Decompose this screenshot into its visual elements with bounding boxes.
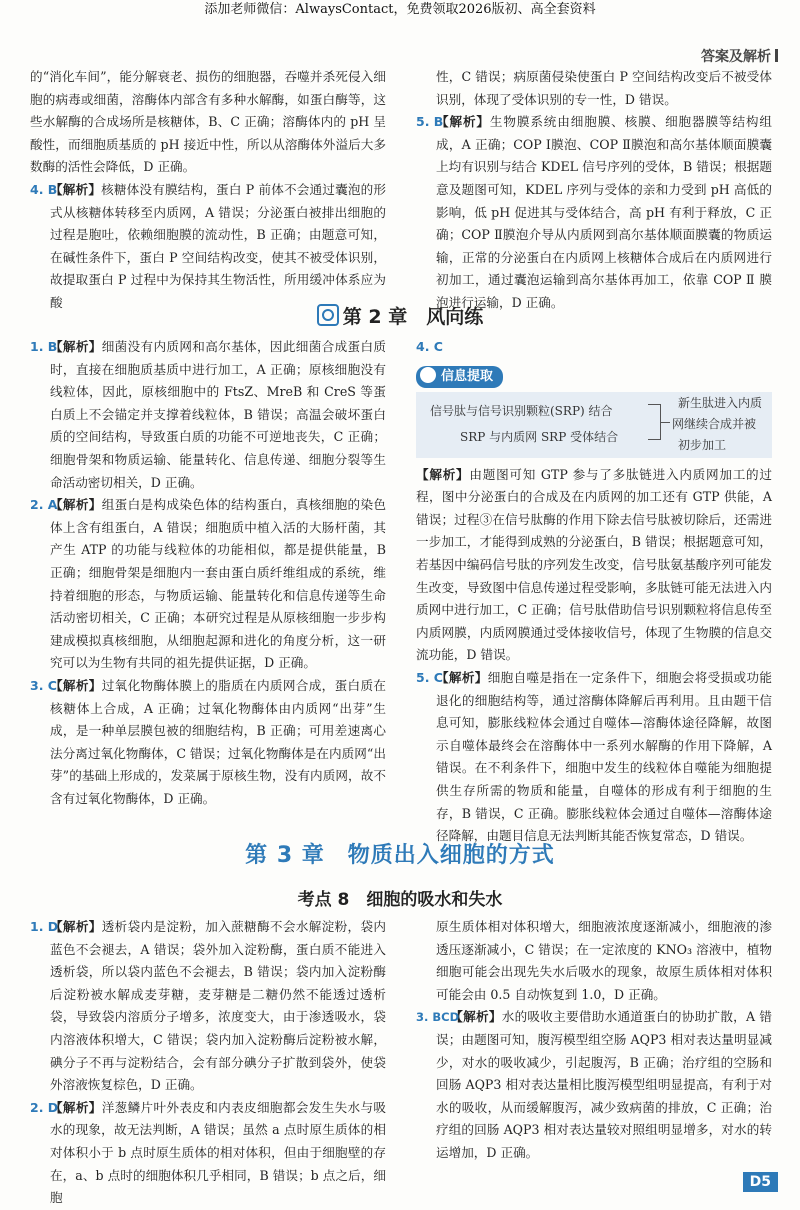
analysis-tag: 【解析】 — [436, 114, 490, 130]
analysis-text: 洋葱鳞片叶外表皮和内表皮细胞都会发生失水与吸水的现象，故无法判断，A 错误；虽然 a 点时原生质体的相对体积小于 b 点时原生质体的相对体积，但由于细胞壁的存在，a、b 点时的细胞体积几乎相同，B 错误；b 点之后，细胞 — [50, 1099, 387, 1206]
analysis-text: 水的吸收主要借助水通道蛋白的协助扩散，A 错误；由题图可知，腹泻模型组空肠 AQP3 相对表达量明显减少，对水的吸收减少，引起腹泻，B 正确；治疗组的空肠和回肠 AQP3 相对表达量相比腹泻模型组明显提高，有利于对水的吸收，从而缓解腹泻，减少致病菌的排放，C 正确；治疗组的回肠 AQP3 相对表达量较对照组明显增多，对水的转运增加，D 正确。 — [436, 1009, 772, 1160]
analysis-text: 透析袋内是淀粉，加入蔗糖酶不会水解淀粉，袋内蓝色不会褪去，A 错误；袋外加入淀粉酶，蛋白质不能进入透析袋，所以袋内蓝色不会褪去，B 错误；袋内加入淀粉酶后淀粉被水解成麦芽糖，麦芽糖是二糖仍然不能透过透析袋，导致袋内溶质分子增多，浓度变大，由于渗透吸水，袋内溶液体积增大，C 错误；袋内加入淀粉酶后淀粉被水解，碘分子不再与淀粉结合，会有部分碘分子扩散到袋外，使袋外溶液恢复棕色，D 正确。 — [50, 919, 387, 1093]
question-number: 3. C — [30, 677, 57, 693]
question-number: 1. D — [30, 919, 59, 934]
analysis-tag: 【解析】 — [50, 497, 102, 513]
question-number: 4. C — [416, 339, 443, 354]
diagram-result-line-1: 新生肽进入内质 — [678, 395, 763, 410]
analysis-text: 细菌没有内质网和高尔基体，因此细菌合成蛋白质时，直接在细胞质基质中进行加工，A 正确；原核细胞没有线粒体，因此，原核细胞中的 FtsZ、MreB 和 CreS 等蛋白质上不会锚定并支撑着线粒体，B 错误；高温会破坏蛋白质的空间结构，导致蛋白质的功能不可逆地丧失，C 正确；细胞骨架和物质运输、能量转化、信息传递、细胞分裂等生命活动密切相关，D 正确。 — [50, 339, 387, 490]
analysis-tag: 【解析】 — [436, 669, 488, 685]
analysis-text: 过氧化物酶体膜上的脂质在内质网合成，蛋白质在核糖体上合成，A 正确；过氧化物酶体由内质网“出芽”生成，是一种单层膜包被的细胞结构，B 正确；可用差速离心法分离过氧化物酶体，C 错误；过氧化物酶体是在内质网“出芽”的基础上形成的，发菜属于原核生物，没有内质网，故不含有过氧化物酶体，D 正确。 — [50, 677, 387, 806]
chapter-3-heading: 第 3 章 物质出入细胞的方式 — [245, 843, 555, 868]
answer-item — [416, 667, 772, 848]
question-number: 1. B — [30, 339, 58, 354]
ch3-right-column — [416, 916, 772, 1165]
answer-item — [30, 1097, 386, 1210]
analysis-tag: 【解析】 — [50, 677, 102, 693]
answer-item — [30, 179, 386, 315]
compass-icon — [317, 304, 339, 326]
analysis-text: 生物膜系统由细胞膜、核膜、细胞器膜等结构组成，A 正确；COP Ⅰ膜泡、COP Ⅱ膜泡和高尔基体顺面膜囊上均有识别与结合 KDEL 信号序列的受体，B 错误；根据题意及题图可知，KDEL 序列与受体的亲和力受到 pH 高低的影响，低 pH 促进其与受体结合，高 pH 有利于释放，C 正确；COP Ⅱ膜泡介导从内质网到高尔基体顺面膜囊的物质运输，正常的分泌蛋白在内质网上核糖体合成后在内质网进行初加工，通过囊泡运输到高尔基体再加工，依靠 COP Ⅱ 膜泡进行运输，D 正确。 — [436, 114, 773, 310]
question-number: 3. BCD — [416, 1010, 460, 1025]
answer-item — [30, 675, 386, 811]
chapter-2-title: 第 2 章 风向练 — [342, 306, 484, 328]
diagram-step-2: SRP 与内质网 SRP 受体结合 — [460, 429, 619, 444]
question-number: 5. B — [416, 114, 444, 130]
info-diagram — [416, 392, 772, 458]
info-badge-icon — [420, 367, 436, 383]
diagram-result-line-3: 初步加工 — [678, 437, 727, 452]
analysis-text: 组蛋白是构成染色体的结构蛋白，真核细胞的染色体上含有组蛋白，A 错误；细胞质中植入活的大肠杆菌，其产生 ATP 的功能与线粒体的功能相似，都是提供能量，B 正确；细胞骨架是细胞内一套由蛋白质纤维组成的系统，维持着细胞的形态，与物质运输、能量转化和信息传递等生命活动密切相关，C 正确；本研究过程是从原核细胞一步步构建成模拟真核细胞，从细胞起源和进化的角度分析，这一研究可以为生物有共同的祖先提供证据，D 正确。 — [50, 497, 387, 671]
answer-item — [30, 494, 386, 675]
analysis-text: 由题图可知 GTP 参与了多肽链进入内质网加工的过程，图中分泌蛋白的合成及在内质网的加工还有 GTP 供能，A 错误；过程③在信号肽酶的作用下除去信号肽被切除后，还需进一步加工，才能得到成熟的分泌蛋白，B 错误；根据题意可知，若基因中编码信号肽的序列发生改变，信号肽氨基酸序列可能发生改变，导致图中信息传递过程受影响，多肽链可能无法进入内质网中进行加工，C 正确；信号肽借助信号识别颗粒将信息传至内质网膜，内质网膜通过受体接收信号，体现了生物膜的信息交流功能，D 错误。 — [416, 466, 772, 663]
continued-text: 性，C 错误；病原菌侵染使蛋白 P 空间结构改变后不被受体识别，体现了受体识别的专一性，D 错误。 — [436, 69, 772, 107]
ch2-right-column — [416, 336, 772, 848]
diagram-result-line-2: 网继续合成并被 — [672, 416, 757, 431]
info-extraction-box — [416, 365, 772, 458]
analysis-text: 核糖体没有膜结构，蛋白 P 前体不会通过囊泡的形式从核糖体转移至内质网，A 错误；分泌蛋白被排出细胞的过程是胞吐，依赖细胞膜的流动性，B 正确；由题意可知，在碱性条件下，蛋白 P 空间结构改变，使其不被受体识别，故提取蛋白 P 过程中为保持其生物活性，所用缓冲体系应为酸 — [50, 181, 386, 310]
ch3-left-column — [30, 916, 386, 1210]
kaodian-8-heading: 考点 8 细胞的吸水和失水 — [297, 890, 503, 910]
ch2-left-column — [30, 336, 386, 810]
header-label: 答案及解析 — [701, 46, 778, 66]
top-banner: 添加老师微信：AlwaysContact，免费领取2026版初、高全套资料 — [204, 2, 596, 17]
answer-item — [416, 336, 772, 359]
info-title-text: 信息提取 — [441, 368, 494, 384]
question-number: 2. D — [30, 1099, 59, 1115]
analysis-tag: 【解析】 — [50, 919, 102, 934]
answer-item — [416, 1006, 772, 1164]
diagram-arrow — [660, 422, 670, 423]
continued-text: 的“消化车间”，能分解衰老、损伤的细胞器，吞噬并杀死侵入细胞的病毒或细菌，溶酶体内部含有多种水解酶，如蛋白酶等，这些水解酶的合成场所是核糖体，B、C 正确；溶酶体内的 pH 呈酸性，而细胞质基质的 pH 接近中性，所以从溶酶体外溢后大多数酶的活性会降低，D 正确。 — [30, 69, 386, 175]
top-right-column — [416, 66, 772, 315]
continued-text: 原生质体相对体积增大，细胞液浓度逐渐减小，细胞液的渗透压逐渐减小，C 错误；在一定浓度的 KNO₃ 溶液中，植物细胞可能会出现先失水后吸水的现象，故原生质体相对体积可能会由 0.5 自动恢复到 1.0，D 正确。 — [436, 919, 772, 1002]
chapter-2-heading — [0, 302, 800, 329]
question-number: 5. C — [416, 669, 443, 685]
question-number: 4. B — [30, 181, 58, 197]
answer-item — [416, 464, 772, 667]
info-title — [416, 366, 503, 388]
diagram-step-1: 信号肽与信号识别颗粒(SRP) 结合 — [430, 403, 613, 418]
analysis-text: 细胞自噬是指在一定条件下，细胞会将受损或功能退化的细胞结构等，通过溶酶体降解后再利用。且由题干信息可知，膨胀线粒体会通过自噬体—溶酶体途径降解，故图示自噬体最终会在溶酶体中一系列水解酶的作用下降解，A 错误。在不利条件下，细胞中发生的线粒体自噬能为细胞提供生存所需的物质和能量，自噬体的形成有利于细胞的生存，B 错误，C 正确。膨胀线粒体会通过自噬体—溶酶体途径降解，由题目信息无法判断其能否恢复常态，D 错误。 — [436, 669, 773, 844]
analysis-tag: 【解析】 — [50, 1099, 102, 1115]
answer-item — [30, 916, 386, 1097]
answer-item — [416, 111, 772, 314]
analysis-tag: 【解析】 — [450, 1009, 502, 1025]
analysis-tag: 【解析】 — [50, 339, 102, 354]
page-number: D5 — [743, 1172, 778, 1192]
question-number: 2. A — [30, 497, 58, 513]
analysis-tag: 【解析】 — [416, 466, 470, 482]
analysis-tag: 【解析】 — [50, 181, 102, 197]
top-left-column — [30, 66, 386, 315]
answer-item — [30, 336, 386, 494]
